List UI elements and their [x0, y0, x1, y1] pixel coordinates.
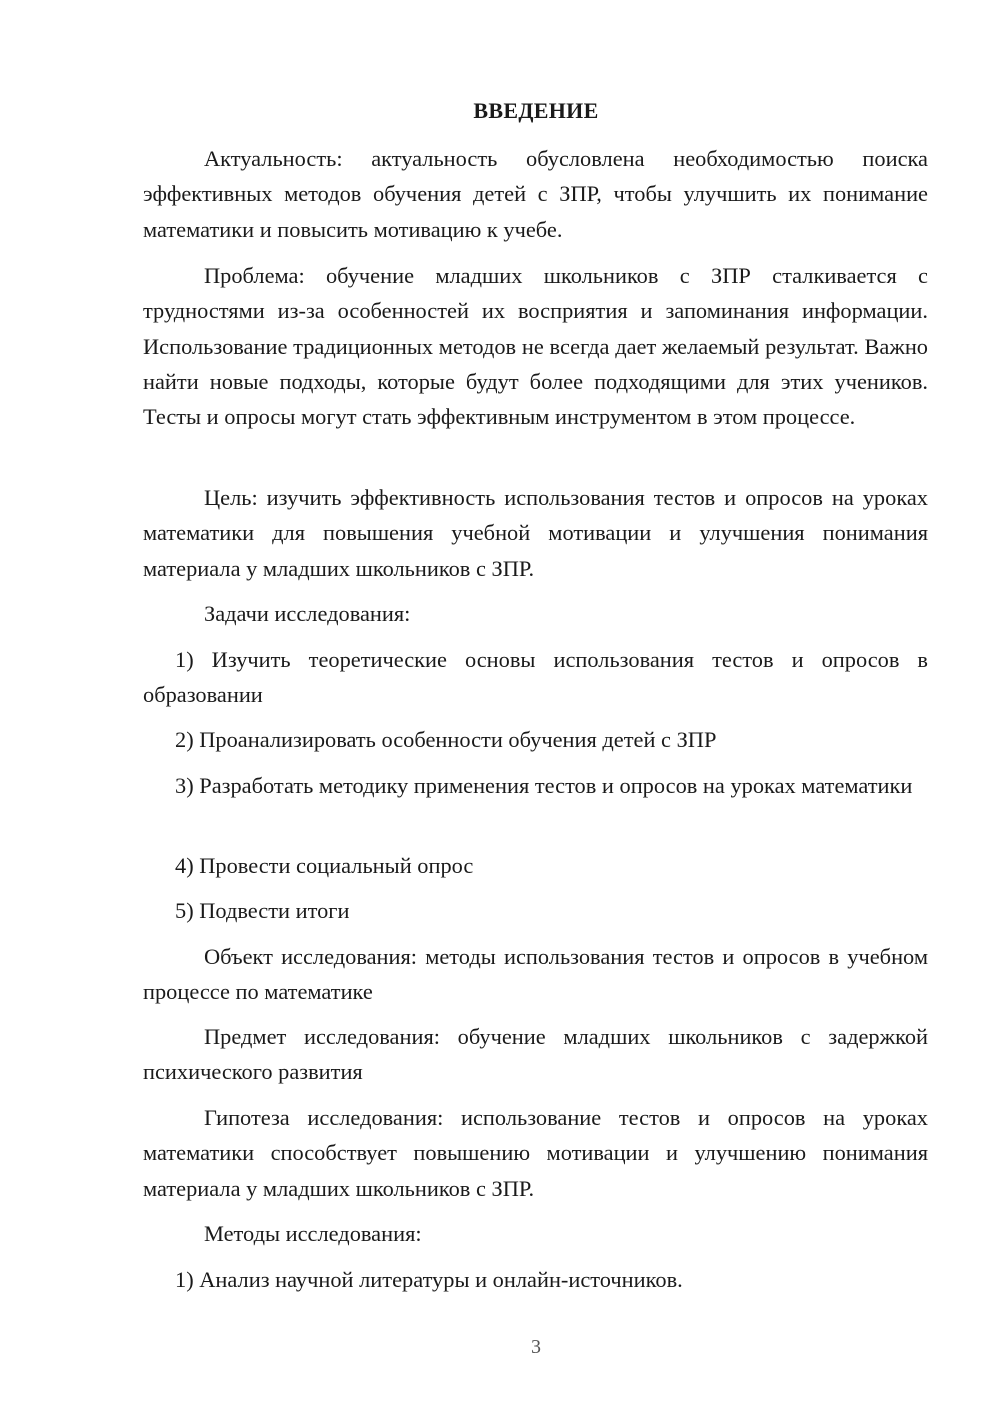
task-item-5: 5) Подвести итоги [175, 898, 350, 923]
task-item-2: 2) Проанализировать особенности обучения детей с ЗПР [175, 727, 717, 752]
task-item-3: 3) Разработать методику применения тестов и опросов на уроках математики [175, 773, 913, 798]
tasks-heading: Задачи исследования: [204, 601, 411, 626]
task-item-1: 1) Изучить теоретические основы использования тестов и опросов в образовании [143, 647, 928, 708]
task-item-4: 4) Провести социальный опрос [175, 853, 474, 878]
method-item-1: 1) Анализ научной литературы и онлайн-источников. [175, 1267, 683, 1292]
methods-heading: Методы исследования: [204, 1221, 422, 1246]
paragraph-relevance: Актуальность: актуальность обусловлена необходимостью поиска эффективных методов обучения детей с ЗПР, чтобы улучшить их понимание математики и повысить мотивацию к учебе. [143, 146, 928, 242]
page-title: ВВЕДЕНИЕ [473, 98, 599, 123]
paragraph-hypothesis: Гипотеза исследования: использование тестов и опросов на уроках математики способствует повышению мотивации и улучшению понимания материала у младших школьников с ЗПР. [143, 1105, 928, 1201]
paragraph-object: Объект исследования: методы использования тестов и опросов в учебном процессе по математике [143, 944, 928, 1005]
paragraph-goal: Цель: изучить эффективность использования тестов и опросов на уроках математики для повышения учебной мотивации и улучшения понимания материала у младших школьников с ЗПР. [143, 485, 928, 581]
paragraph-problem: Проблема: обучение младших школьников с ЗПР сталкивается с трудностями из-за особенностей их восприятия и запоминания информации. Использование традиционных методов не всегда дает желаемый результат. Важно найти новые подходы, которые будут более подходящими для этих учеников. Тесты и опросы могут стать эффективным инструментом в этом процессе. [143, 263, 928, 430]
paragraph-subject: Предмет исследования: обучение младших школьников с задержкой психического развития [143, 1024, 928, 1085]
page-number: 3 [531, 1336, 541, 1358]
